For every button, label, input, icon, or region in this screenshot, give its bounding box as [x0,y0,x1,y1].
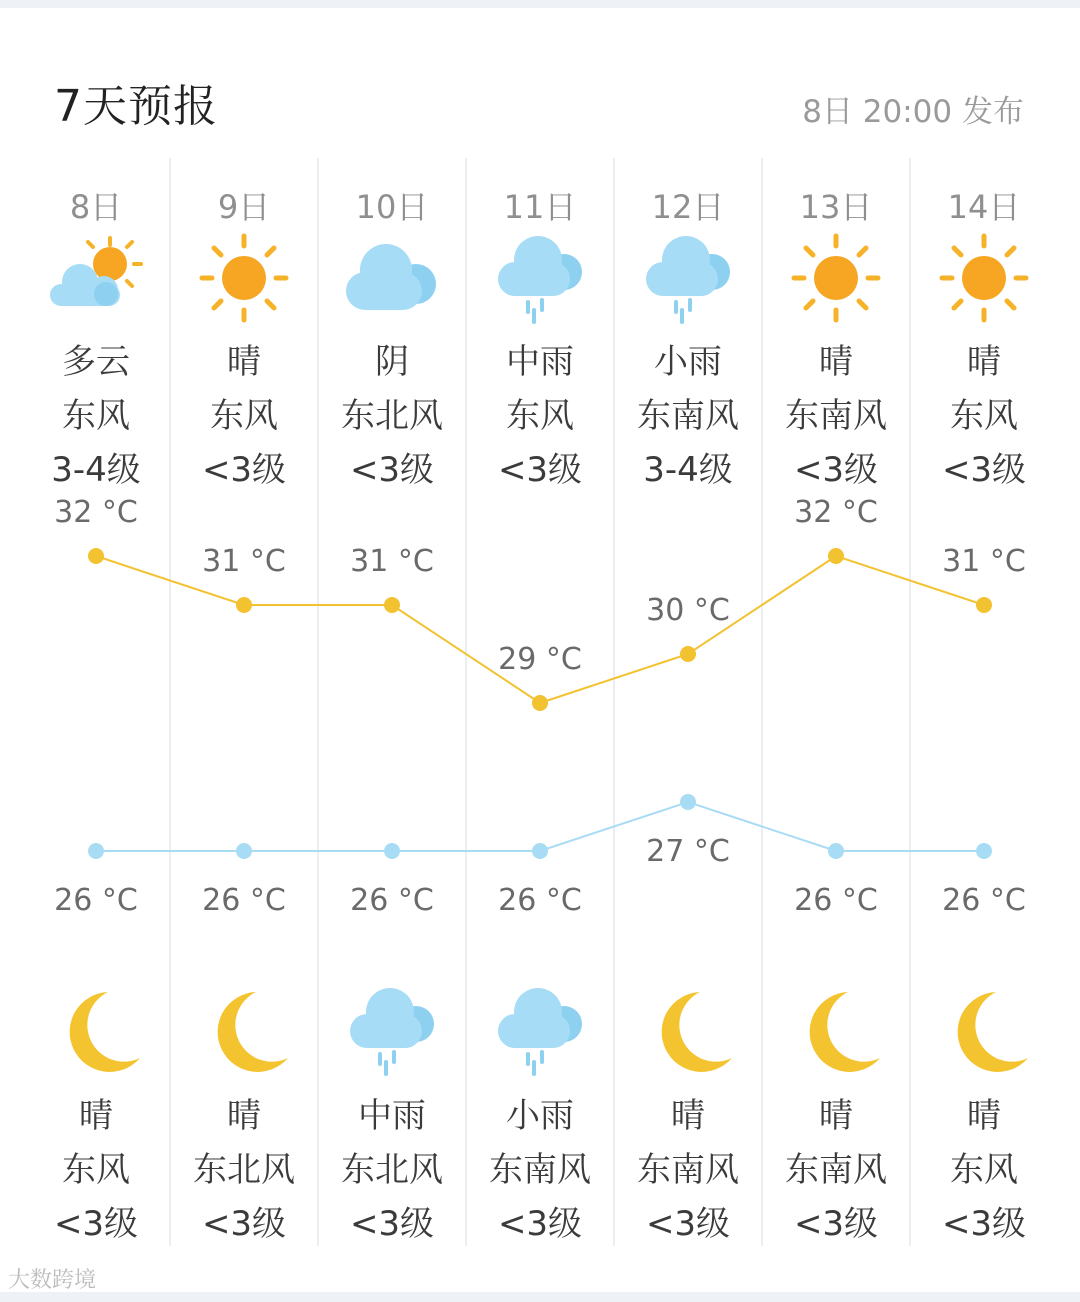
low-temp-point [828,843,844,859]
night-wind: 东北风 [341,1150,443,1190]
day-wind-level: <3级 [793,450,879,490]
high-temp-point [532,695,548,711]
night-wind: 东南风 [785,1150,887,1190]
high-temp-point [976,597,992,613]
high-temp-label: 32 °C [54,495,138,530]
night-weather: 中雨 [358,1096,426,1136]
high-temp-label: 32 °C [794,495,878,530]
low-temp-label: 26 °C [202,883,286,918]
night-wind: 东北风 [193,1150,295,1190]
high-temp-point [384,597,400,613]
night-wind-level: <3级 [349,1204,435,1244]
day-wind: 东北风 [341,396,443,436]
day-weather: 阴 [375,342,409,382]
day-wind: 东南风 [785,396,887,436]
night-wind-level: <3级 [941,1204,1027,1244]
night-weather: 小雨 [506,1096,574,1136]
watermark: 大数跨境 [8,1268,97,1293]
day-wind: 东风 [506,396,574,436]
forecast-card [0,8,1080,1292]
day-wind-level: <3级 [349,450,435,490]
night-weather: 晴 [819,1096,853,1136]
day-weather: 中雨 [506,342,574,382]
day-wind-level: 3-4级 [643,450,733,490]
high-temp-point [236,597,252,613]
low-temp-point [680,794,696,810]
high-temp-point [828,548,844,564]
day-weather: 多云 [62,342,130,382]
temperature-chart [0,8,1080,1292]
day-date: 9日 [217,188,271,226]
low-temp-point [236,843,252,859]
night-wind-level: <3级 [793,1204,879,1244]
day-date: 13日 [799,188,873,226]
day-wind-level: 3-4级 [51,450,141,490]
night-weather: 晴 [227,1096,261,1136]
day-wind-level: <3级 [941,450,1027,490]
night-wind: 东南风 [489,1150,591,1190]
night-wind-level: <3级 [645,1204,731,1244]
low-temp-point [976,843,992,859]
night-wind: 东风 [62,1150,130,1190]
high-temp-label: 31 °C [202,544,286,579]
night-wind: 东风 [950,1150,1018,1190]
high-temp-label: 31 °C [350,544,434,579]
high-temp-label: 30 °C [646,593,730,628]
day-wind-level: <3级 [201,450,287,490]
low-temp-label: 26 °C [498,883,582,918]
day-wind: 东风 [62,396,130,436]
high-temp-label: 31 °C [942,544,1026,579]
night-wind-level: <3级 [53,1204,139,1244]
night-wind-level: <3级 [497,1204,583,1244]
low-temp-label: 26 °C [794,883,878,918]
night-weather: 晴 [79,1096,113,1136]
day-date: 8日 [69,188,123,226]
low-temp-point [88,843,104,859]
low-temp-point [384,843,400,859]
night-wind-level: <3级 [201,1204,287,1244]
night-weather: 晴 [967,1096,1001,1136]
day-wind: 东风 [950,396,1018,436]
publish-time: 8日 20:00 发布 [802,94,1024,130]
day-date: 14日 [947,188,1021,226]
day-wind-level: <3级 [497,450,583,490]
low-temp-label: 26 °C [942,883,1026,918]
day-wind: 东风 [210,396,278,436]
day-date: 10日 [355,188,429,226]
day-date: 11日 [503,188,577,226]
day-weather: 晴 [819,342,853,382]
low-temp-label: 27 °C [646,834,730,869]
day-wind: 东南风 [637,396,739,436]
day-date: 12日 [651,188,725,226]
high-temp-point [88,548,104,564]
night-wind: 东南风 [637,1150,739,1190]
high-temp-point [680,646,696,662]
day-weather: 小雨 [654,342,722,382]
low-temp-label: 26 °C [54,883,138,918]
high-temp-label: 29 °C [498,642,582,677]
day-weather: 晴 [227,342,261,382]
low-temp-label: 26 °C [350,883,434,918]
page-title: 7天预报 [54,81,218,132]
day-weather: 晴 [967,342,1001,382]
night-weather: 晴 [671,1096,705,1136]
low-temp-point [532,843,548,859]
